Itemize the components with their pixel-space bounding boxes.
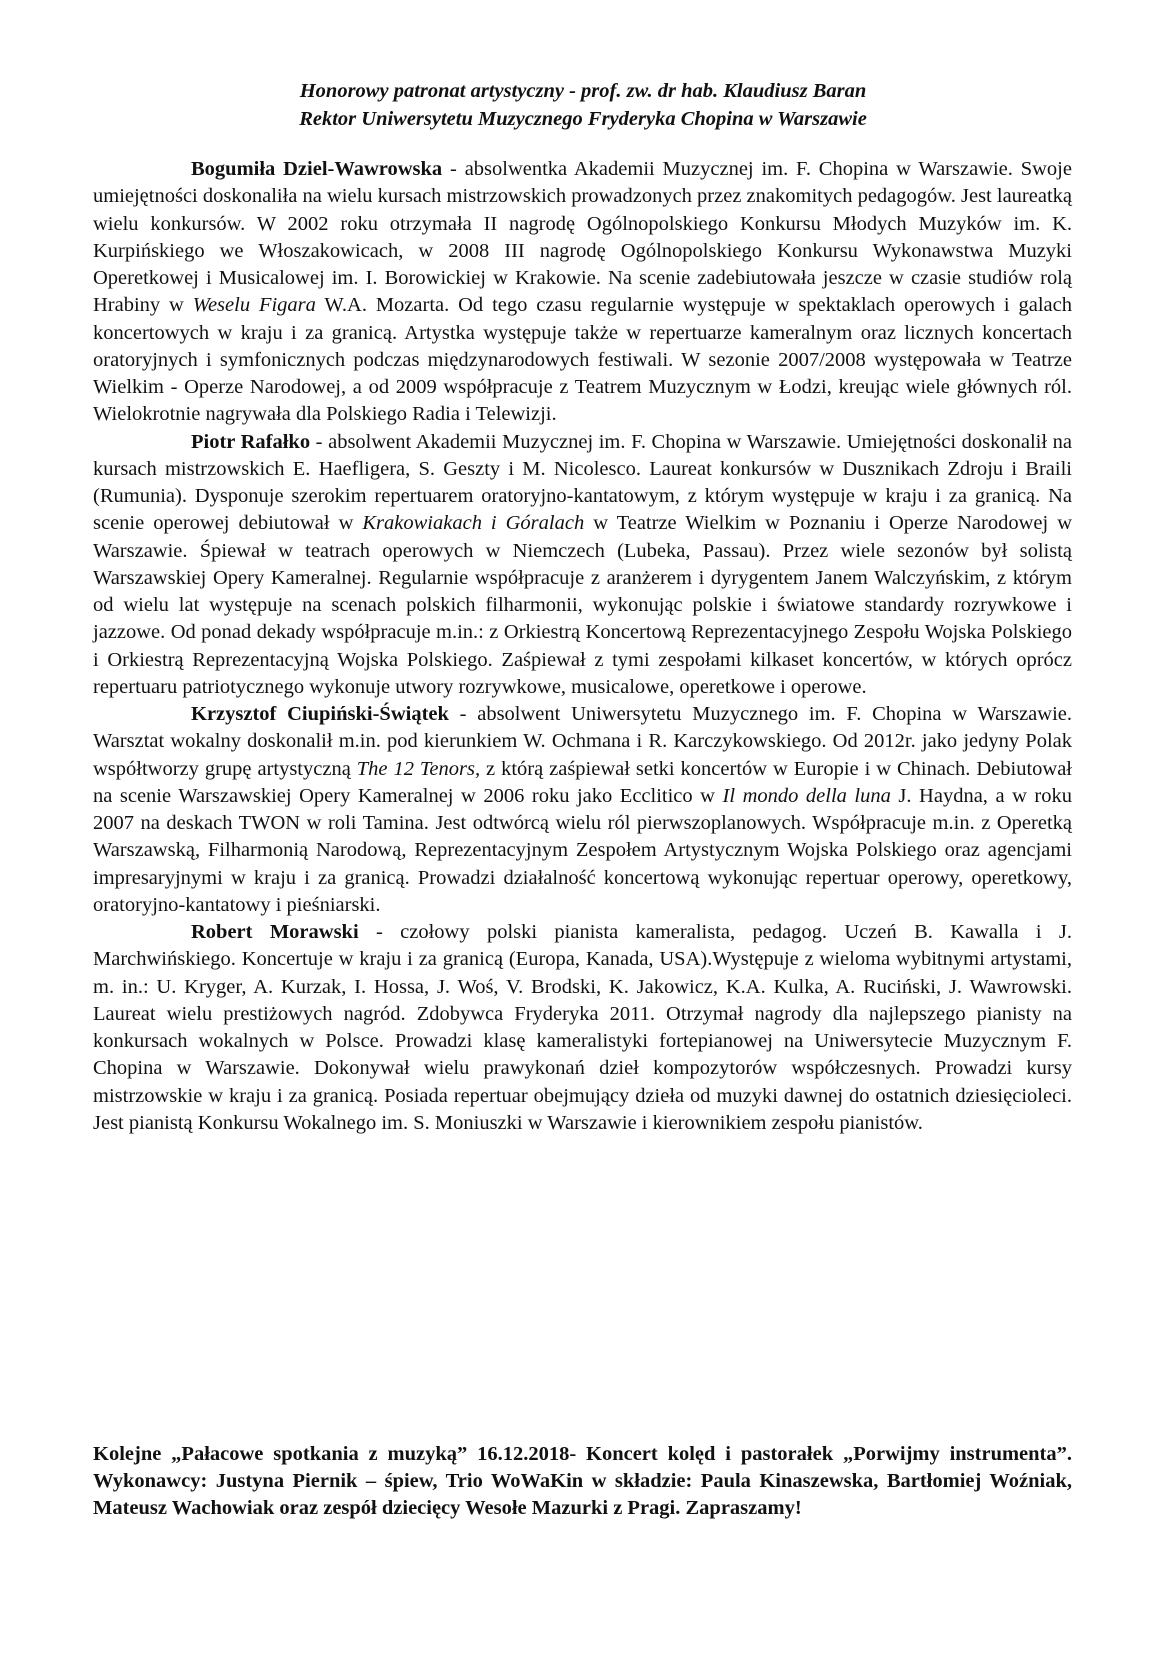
bio-text: z którą zaśpiewał setki koncertów w Europie i w Chinach. Debiutował na scenie Warszawskiej Opery Kameralnej w 2006 roku jako Ecclitico w bbox=[93, 757, 1073, 807]
bio-text: - absolwent Uniwersytetu Muzycznego im. F. Chopina w Warszawie. Warsztat wokalny doskonalił m.in. pod kierunkiem W. Ochmana i R. Karczykowskiego. Od 2012r. jako jedyny Polak współtworzy grupę artystyczną bbox=[93, 703, 1072, 780]
artist-biographies bbox=[93, 156, 1072, 1137]
work-title: Weselu Figara bbox=[192, 294, 316, 317]
work-title: Krakowiakach i Góralach bbox=[362, 512, 585, 535]
bio-rafalko bbox=[93, 429, 1072, 702]
patronage-line-2: Rektor Uniwersytetu Muzycznego Fryderyka Chopina w Warszawie bbox=[299, 108, 867, 130]
bio-dziel-wawrowska bbox=[93, 156, 1072, 429]
work-title: Il mondo della luna bbox=[722, 784, 891, 807]
artist-name: Robert Morawski bbox=[191, 921, 359, 943]
patronage-line-1: Honorowy patronat artystyczny - prof. zw. dr hab. Klaudiusz Baran bbox=[299, 80, 867, 102]
bio-text: W.A. Mozarta. Od tego czasu regularnie występuje w spektaklach operowych i galach koncertowych w kraju i za granicą. Artystka występuje także w repertuarze kameralnym oraz licznych koncertach oratoryjnych i symfonicznych podczas międzynarodowych festiwali. W sezonie 2007/2008 występowała w Teatrze Wielkim - Operze Narodowej, a od 2009 współpracuje z Teatrem Muzycznym w Łodzi, kreując wiele głównych ról. Wielokrotnie nagrywała dla Polskiego Radia i Telewizji. bbox=[93, 294, 1072, 426]
artist-name: Krzysztof Ciupiński-Świątek bbox=[191, 703, 449, 725]
bio-text: - czołowy polski pianista kameralista, pedagog. Uczeń B. Kawalla i J. Marchwińskiego. Koncertuje w kraju i za granicą (Europa, Kanada, USA).Występuje z wieloma wybitnymi artystami, m. in.: U. Kryger, A. Kurzak, I. Hossa, J. Woś, V. Brodski, K. Jakowicz, K.A. Kulka, A. Ruciński, J. Wawrowski. Laureat wielu prestiżowych nagród. Zdobywca Fryderyka 2011. Otrzymał nagrody dla najlepszego pianisty na konkursach wokalnych w Polsce. Prowadzi klasę kameralistyki fortepianowej na Uniwersytecie Muzycznym F. Chopina w Warszawie. Dokonywał wielu prawykonań dzieł kompozytorów współczesnych. Prowadzi kursy mistrzowskie w kraju i za granicą. Posiada repertuar obejmujący dzieła od muzyki dawnej do ostatnich dziesięcioleci. Jest pianistą Konkursu Wokalnego im. S. Moniuszki w Warszawie i kierownikiem zespołu pianistów. bbox=[93, 921, 1072, 1134]
next-concert-announcement: Kolejne „Pałacowe spotkania z muzyką” 16.12.2018- Koncert kolęd i pastorałek „Porwijmy instrumenta”. Wykonawcy: Justyna Piernik – śpiew, Trio WoWaKin w składzie: Paula Kinaszewska, Bartłomiej Woźniak, Mateusz Wachowiak oraz zespół dziecięcy Wesołe Mazurki z Pragi. Zapraszamy! bbox=[93, 1443, 1072, 1519]
bio-text: w Teatrze Wielkim w Poznaniu i Operze Narodowej w Warszawie. Śpiewał w teatrach operowych w Niemczech (Lubeka, Passau). Przez wiele sezonów był solistą Warszawskiej Opery Kameralnej. Regularnie współpracuje z aranżerem i dyrygentem Janem Walczyńskim, z którym od wielu lat występuje na scenach polskich filharmonii, wykonując polskie i światowe standardy rozrywkowe i jazzowe. Od ponad dekady współpracuje m.in.: z Orkiestrą Koncertową Reprezentacyjnego Zespołu Wojska Polskiego i Orkiestrą Reprezentacyjną Wojska Polskiego. Zaśpiewał z tymi zespołami kilkaset koncertów, w których oprócz repertuaru patriotycznego wykonuje utwory rozrywkowe, musicalowe, operetkowe i operowe. bbox=[93, 512, 1073, 698]
bio-text: - absolwent Akademii Muzycznej im. F. Chopina w Warszawie. Umiejętności doskonalił na kursach mistrzowskich E. Haefligera, S. Geszty i M. Nicolesco. Laureat konkursów w Dusznikach Zdroju i Braili (Rumunia). Dysponuje szerokim repertuarem oratoryjno-kantatowym, z którym występuje w kraju i za granicą. Na scenie operowej debiutował w bbox=[93, 430, 1072, 535]
bio-text: J. Haydna, a w roku 2007 na deskach TWON w roli Tamina. Jest odtwórcą wielu ról pierwszoplanowych. Współpracuje m.in. z Operetką Warszawską, Filharmonią Narodową, Reprezentacyjnym Zespołem Artystycznym Wojska Polskiego oraz agencjami impresaryjnymi w kraju i za granicą. Prowadzi działalność koncertową wykonując repertuar operowy, operetkowy, oratoryjno-kantatowy i pieśniarski. bbox=[93, 784, 1072, 916]
artist-name: Bogumiła Dziel-Wawrowska bbox=[191, 158, 443, 180]
artist-name: Piotr Rafałko bbox=[191, 430, 311, 453]
bio-ciupinski-swiatek bbox=[93, 701, 1072, 919]
work-title: The 12 Tenors, bbox=[356, 757, 481, 780]
bio-text: - absolwentka Akademii Muzycznej im. F. Chopina w Warszawie. Swoje umiejętności doskonaliła na wielu kursach mistrzowskich prowadzonych przez znakomitych pedagogów. Jest laureatką wielu konkursów. W 2002 roku otrzymała II nagrodę Ogólnopolskiego Konkursu Młodych Muzyków im. K. Kurpińskiego we Włoszakowicach, w 2008 III nagrodę Ogólnopolskiego Konkursu Wykonawstwa Muzyki Operetkowej i Musicalowej im. I. Borowickiej w Krakowie. Na scenie zadebiutowała jeszcze w czasie studiów rolą Hrabiny w bbox=[93, 158, 1072, 317]
bio-morawski bbox=[93, 919, 1072, 1137]
honorary-patronage bbox=[90, 77, 1076, 133]
